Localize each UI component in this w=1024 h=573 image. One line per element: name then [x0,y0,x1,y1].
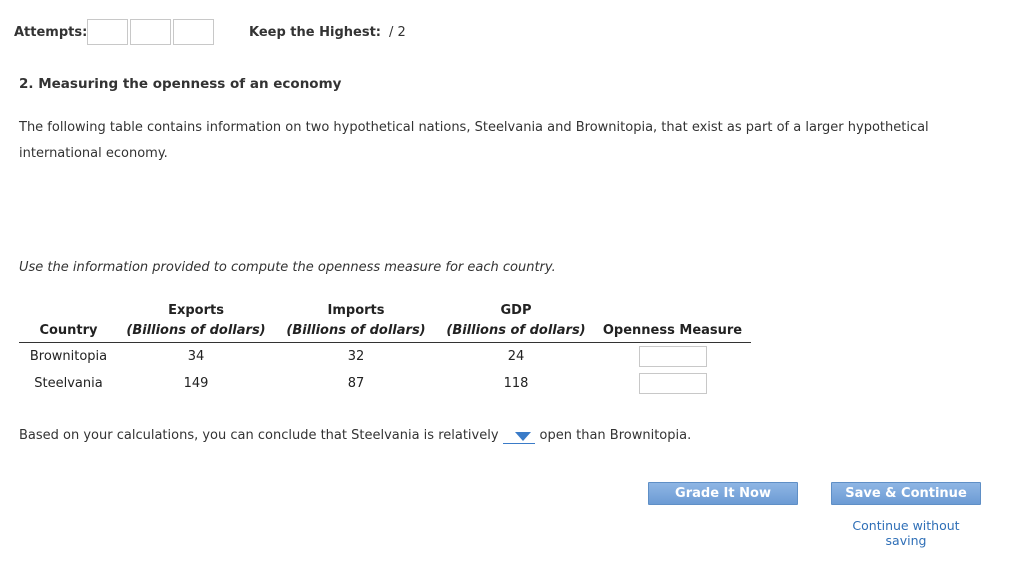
header-country: Country [19,318,118,343]
grade-it-now-button[interactable]: Grade It Now [648,482,798,505]
cell-imports: 32 [347,349,365,364]
cell-exports: 34 [187,349,205,364]
attempt-box [173,19,214,45]
header-blank [594,294,751,318]
header-openness: Openness Measure [594,318,751,343]
header-blank [19,294,118,318]
attempt-boxes [87,19,216,45]
attempts-row [14,18,406,46]
cell-gdp: 24 [507,349,525,364]
cell-openness [594,343,751,371]
header-gdp-units: (Billions of dollars) [438,318,594,343]
header-imports-units: (Billions of dollars) [274,318,438,343]
conclusion-text-after: open than Brownitopia. [539,427,692,443]
table-header-row-top [19,294,751,318]
openness-input-steelvania[interactable] [639,373,707,394]
conclusion-sentence [19,426,691,444]
save-and-continue-button[interactable]: Save & Continue [831,482,981,505]
cell-exports: 149 [183,376,209,391]
conclusion-text-before: Based on your calculations, you can conclude that Steelvania is relatively [19,427,499,443]
dropdown-triangle-icon [515,432,531,441]
attempts-label: Attempts: [14,24,88,40]
cell-openness [594,370,751,397]
continue-without-saving-link[interactable]: Continue without saving [852,518,960,548]
table-header-row-bottom [19,318,751,343]
cell-imports: 87 [347,376,365,391]
header-imports: Imports [327,303,385,318]
header-gdp: GDP [500,303,532,318]
question-instruction: Use the information provided to compute the openness measure for each country. [19,260,556,275]
attempt-box [130,19,171,45]
cell-country: Steelvania [34,376,103,391]
header-exports-units: (Billions of dollars) [118,318,274,343]
relative-openness-dropdown[interactable] [503,426,535,444]
keep-highest-label: Keep the Highest: [249,24,381,40]
table-row [19,343,751,371]
header-exports: Exports [168,303,224,318]
score-value: / 2 [389,24,406,40]
table-row [19,370,751,397]
question-intro: The following table contains information on two hypothetical nations, Steelvania and Brownitopia, that exist as part of a larger hypothetical international economy. [19,120,929,161]
attempt-box [87,19,128,45]
openness-input-brownitopia[interactable] [639,346,707,367]
question-title: 2. Measuring the openness of an economy [19,76,342,92]
openness-table [19,294,751,397]
cell-gdp: 118 [503,376,529,391]
cell-country: Brownitopia [29,349,108,364]
